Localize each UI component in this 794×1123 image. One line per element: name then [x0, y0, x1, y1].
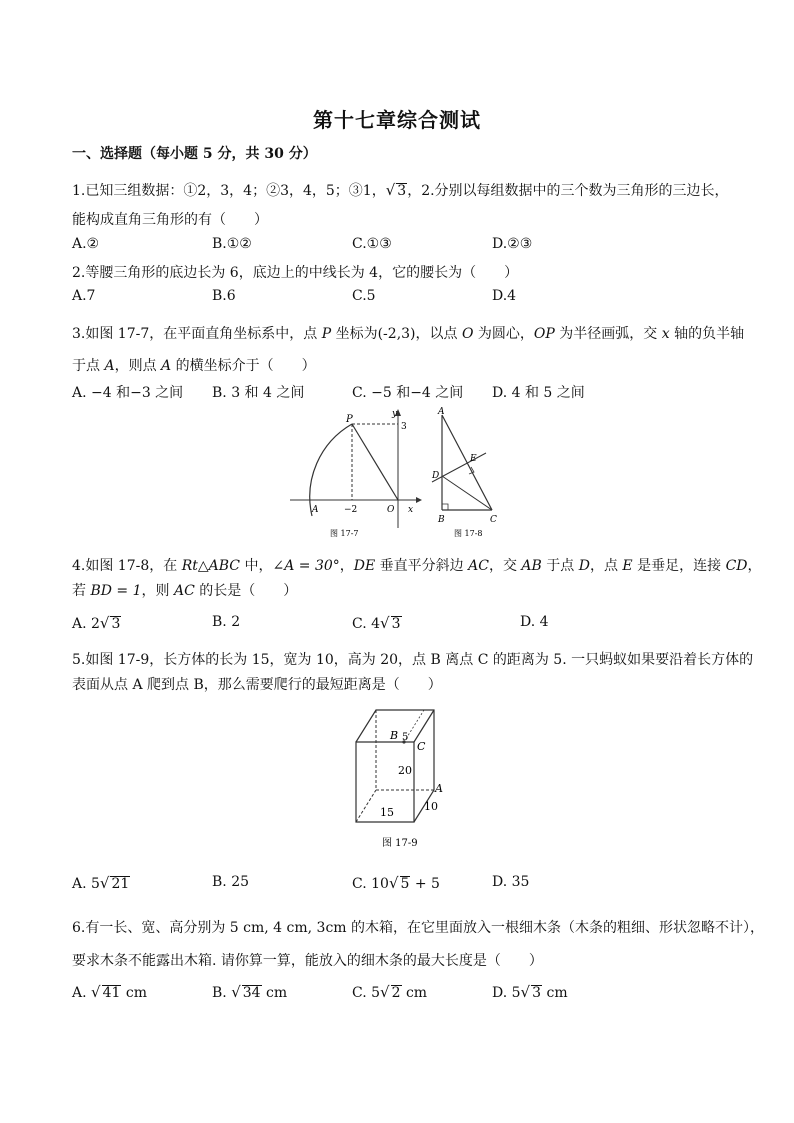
radical-icon: √ — [91, 983, 101, 1001]
q4-t11: ，则 — [141, 583, 174, 599]
q6-opt-b-text: B. — [212, 985, 232, 1001]
q3-var-a2: A — [161, 358, 172, 374]
q3-option-b: B. 3 和 4 之间 — [212, 385, 305, 401]
q4-option-b: B. 2 — [212, 614, 241, 630]
q6-opt-a-sqrt: 41 — [102, 985, 121, 1001]
q3-option-d: D. 4 和 5 之间 — [492, 385, 585, 401]
q3-t3: ，以点 — [415, 326, 462, 342]
segment-cd — [442, 476, 492, 510]
q3-line2 — [72, 355, 316, 375]
q4-t3: ， — [339, 558, 354, 574]
q3-t7: 于点 — [72, 358, 105, 374]
q4-t6: 于点 — [541, 558, 579, 574]
q4-option-a — [72, 614, 121, 632]
label-p: P — [346, 414, 353, 425]
q3-t4: 为圆心， — [473, 326, 534, 342]
segment-ac — [442, 415, 492, 510]
label-c: C — [417, 740, 426, 753]
q4-t10: 若 — [72, 583, 91, 599]
label-a: A — [312, 505, 319, 515]
segment-de — [432, 453, 486, 482]
label-20: 20 — [398, 764, 412, 777]
radical-icon: √ — [99, 614, 110, 632]
label-x: x — [408, 505, 414, 515]
q3-t6: 轴的负半轴 — [669, 326, 745, 342]
q3-coord: (-2,3) — [377, 326, 416, 342]
q2-option-d: D.4 — [492, 288, 517, 304]
q3-option-a: A. −4 和−3 之间 — [72, 385, 184, 401]
q6-opt-d-text: D. 5 — [492, 985, 521, 1001]
back-outline — [356, 710, 434, 822]
caption-17-8: 图 17-8 — [454, 529, 483, 538]
q3-t5: 为半径画弧，交 — [554, 326, 662, 342]
label-o: O — [387, 505, 395, 515]
q6-opt-a-unit: cm — [121, 985, 147, 1001]
q6-option-c — [352, 983, 427, 1001]
label-5: 5 — [402, 732, 409, 743]
figure-17-8 — [426, 406, 512, 546]
q6-option-b — [212, 983, 287, 1001]
q6-opt-b-sqrt: 34 — [242, 985, 261, 1001]
q3-var-o: O — [461, 326, 474, 342]
q2-option-b: B.6 — [212, 288, 236, 304]
q1-option-a: A.② — [72, 236, 100, 252]
q5-line2: 表面从点 A 爬到点 B，那么需要爬行的最短距离是（ ） — [72, 677, 442, 693]
q3-t8: ，则点 — [114, 358, 162, 374]
q4-angle: ∠A = 30° — [272, 558, 340, 574]
q3-t9: 的横坐标介于（ ） — [171, 358, 316, 374]
q2-option-c: C.5 — [352, 288, 376, 304]
label-a: A — [435, 782, 443, 795]
label-e: E — [470, 454, 477, 464]
label-b: B — [438, 515, 445, 525]
radical-icon: √ — [380, 983, 390, 1001]
caption-17-7: 图 17-7 — [330, 529, 359, 538]
q4-var-bd: BD = 1 — [90, 583, 142, 599]
radical-icon: √ — [231, 983, 241, 1001]
q6-option-d — [492, 983, 568, 1001]
section-heading: 一、选择题（每小题 5 分，共 30 分） — [72, 146, 317, 162]
q4-t4: 垂直平分斜边 — [375, 558, 469, 574]
q6-opt-d-sqrt: 3 — [532, 985, 542, 1001]
page-title: 第十七章综合测试 — [313, 108, 481, 132]
label-minus2: −2 — [344, 505, 358, 515]
q4-t2: 中， — [240, 558, 273, 574]
q6-line1: 6.有一长、宽、高分别为 5 cm, 4 cm, 3cm 的木箱，在它里面放入一根细木条（木条的粗细、形状忽略不计）， — [72, 920, 765, 936]
radical-icon: √ — [380, 614, 390, 632]
q3-line1 — [72, 323, 744, 343]
q5-option-a — [72, 874, 130, 892]
q6-opt-c-sqrt: 2 — [391, 985, 401, 1001]
q4-var-de: DE — [353, 558, 376, 574]
q6-opt-b-unit: cm — [261, 985, 288, 1001]
q3-option-c: C. −5 和−4 之间 — [352, 385, 464, 401]
q5-option-c — [352, 874, 440, 892]
label-c: C — [490, 515, 497, 525]
q1-line2: 能构成直角三角形的有（ ） — [72, 212, 268, 228]
radical-icon: √ — [99, 874, 110, 892]
x-axis-arrow-icon — [416, 497, 422, 503]
q4-var-ac: AC — [468, 558, 489, 574]
q6-option-a — [72, 983, 147, 1001]
q4-var-ab: AB — [521, 558, 542, 574]
caption-17-9: 图 17-9 — [382, 838, 418, 849]
q2-option-a: A.7 — [72, 288, 96, 304]
q2-line1: 2.等腰三角形的底边长为 6，底边上的中线长为 4，它的腰长为（ ） — [72, 265, 519, 281]
q4-t8: 是垂足，连接 — [632, 558, 726, 574]
q4-line1 — [72, 555, 762, 575]
q3-var-a: A — [104, 358, 115, 374]
radical-icon: √ — [520, 983, 531, 1001]
q4-t12: 的长是（ ） — [194, 583, 298, 599]
q3-var-x: x — [661, 326, 670, 342]
q1-option-c: C.①③ — [352, 236, 392, 252]
q6-opt-a-text: A. — [72, 985, 92, 1001]
label-d: D — [432, 471, 440, 481]
q4-option-c — [352, 614, 402, 632]
q4-t1: 4.如图 17-8，在 — [72, 558, 182, 574]
label-3: 3 — [401, 422, 407, 432]
q5-opt-c-post: + 5 — [410, 876, 440, 892]
q4-t9: ， — [747, 558, 762, 574]
top-edge — [414, 710, 434, 742]
q4-opt-c-sqrt: 3 — [391, 616, 401, 632]
q3-t1: 3.如图 17-7，在平面直角坐标系中，点 — [72, 326, 322, 342]
q5-opt-c-sqrt: 5 — [400, 876, 410, 892]
q1-sqrt: 3 — [397, 183, 407, 199]
q1-text-b: ，2.分别以每组数据中的三个数为三角形的三边长， — [407, 183, 729, 199]
arc-ap — [310, 424, 352, 516]
right-angle-b-icon — [442, 504, 448, 510]
q5-option-b: B. 25 — [212, 874, 250, 890]
label-10: 10 — [424, 800, 438, 813]
q5-opt-c-text: C. 10 — [352, 876, 389, 892]
q1-line1 — [72, 180, 729, 200]
q4-option-d: D. 4 — [520, 614, 549, 630]
label-15: 15 — [380, 806, 394, 819]
q6-line2: 要求木条不能露出木箱. 请你算一算，能放入的细木条的最大长度是（ ） — [72, 953, 543, 969]
segment-op — [352, 424, 398, 500]
q4-opt-c-text: C. 4 — [352, 616, 381, 632]
q4-t7: ，点 — [589, 558, 623, 574]
label-a: A — [438, 407, 445, 417]
q6-opt-c-text: C. 5 — [352, 985, 381, 1001]
q3-var-p: P — [321, 326, 332, 342]
q5-option-d: D. 35 — [492, 874, 530, 890]
q5-opt-a-sqrt: 21 — [111, 876, 130, 892]
q4-opt-a-text: A. 2 — [72, 616, 100, 632]
hidden-edge-depth — [356, 790, 376, 822]
q1-option-d: D.②③ — [492, 236, 533, 252]
q4-var-e: E — [622, 558, 633, 574]
q5-opt-a-text: A. 5 — [72, 876, 100, 892]
q1-option-b: B.①② — [212, 236, 252, 252]
q4-line2 — [72, 580, 297, 600]
q5-line1: 5.如图 17-9，长方体的长为 15，宽为 10，高为 20，点 B 离点 C 的距离为 5. 一只蚂蚁如果要沿着长方体的 — [72, 652, 754, 668]
q3-var-op: OP — [533, 326, 555, 342]
figure-17-7 — [284, 406, 424, 546]
figure-17-9 — [342, 702, 454, 854]
q6-opt-c-unit: cm — [401, 985, 428, 1001]
q4-var-ac2: AC — [173, 583, 195, 599]
q4-opt-a-sqrt: 3 — [111, 616, 121, 632]
q1-text-a: 1.已知三组数据：①2，3，4；②3，4，5；③1， — [72, 183, 386, 199]
label-b: B — [390, 729, 399, 742]
radical-icon: √ — [388, 874, 399, 892]
radical-icon: √ — [385, 181, 396, 199]
q4-var-cd: CD — [725, 558, 748, 574]
q6-opt-d-unit: cm — [542, 985, 568, 1001]
q4-var-d: D — [578, 558, 590, 574]
label-y: y — [392, 409, 398, 419]
q4-t5: ，交 — [488, 558, 522, 574]
q3-t2: 坐标为 — [331, 326, 378, 342]
q4-triangle: Rt△ABC — [181, 558, 241, 574]
